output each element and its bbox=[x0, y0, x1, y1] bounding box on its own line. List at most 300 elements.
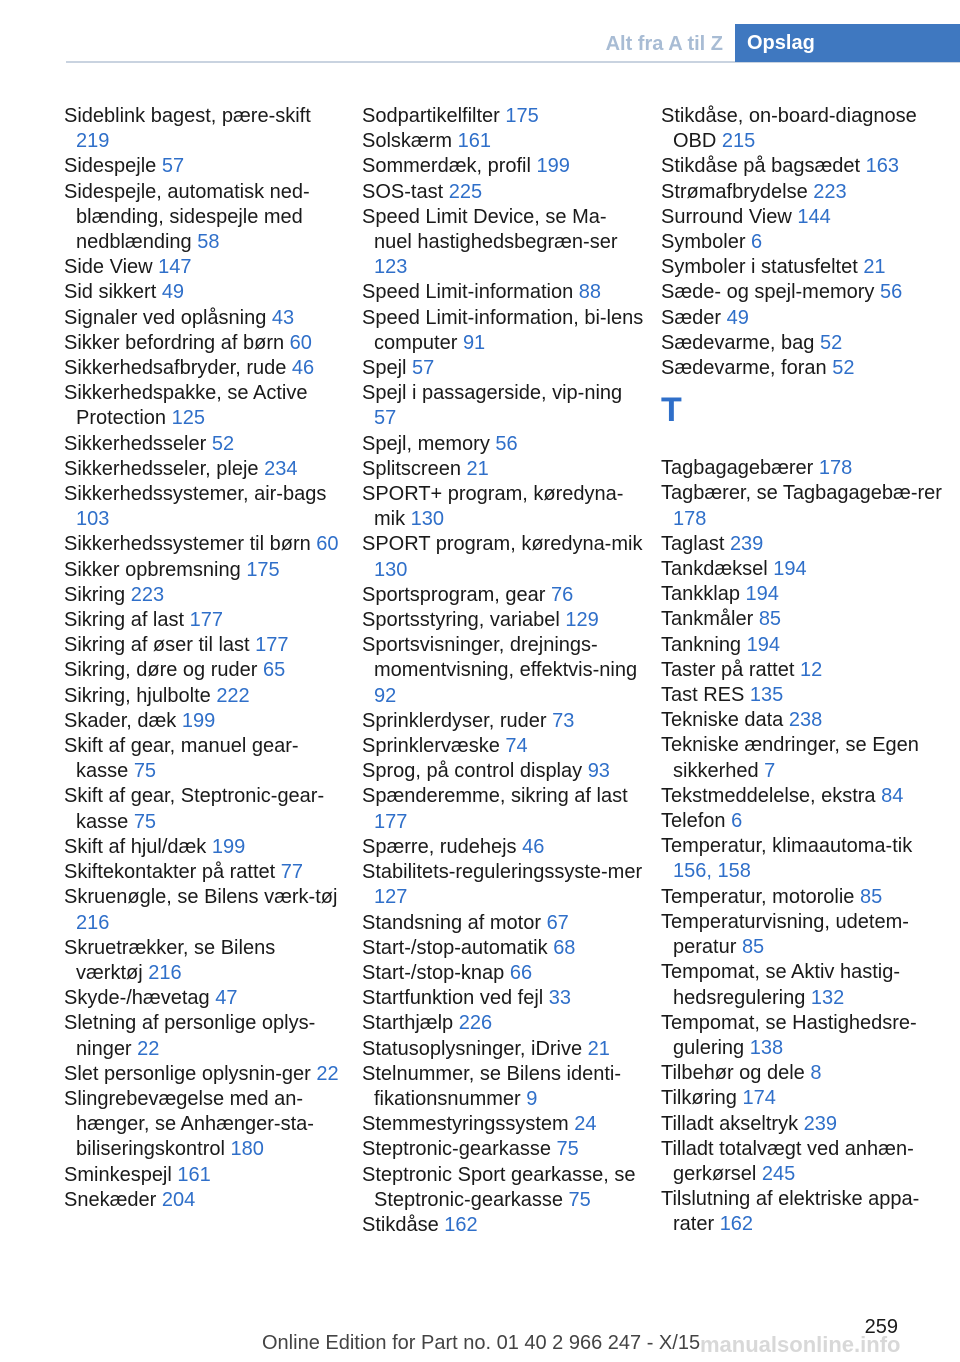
index-entry bbox=[64, 734, 346, 784]
index-entry-term: Tilladt totalvægt ved anhæn-gerkørsel bbox=[661, 1137, 914, 1185]
index-entry-term: Sprinklervæske bbox=[362, 735, 506, 758]
index-entry bbox=[64, 482, 346, 532]
index-entry bbox=[64, 986, 346, 1011]
index-entry bbox=[661, 1187, 943, 1237]
index-entry-term: Tilkøring bbox=[661, 1087, 743, 1110]
index-entry-term: Sletning af personlige oplys-ninger bbox=[64, 1012, 316, 1060]
index-entry-term: Skift af gear, Steptronic-gear-kasse bbox=[64, 785, 325, 833]
index-entry bbox=[362, 961, 644, 986]
index-entry-term: Tankmåler bbox=[661, 608, 759, 631]
index-entry-term: Sminkespejl bbox=[64, 1163, 178, 1186]
index-entry-term: Sikring af øser til last bbox=[64, 634, 256, 657]
index-entry-page-link[interactable]: 223 bbox=[130, 583, 165, 606]
index-entry-term: Temperatur, klimaautoma-tik bbox=[661, 835, 913, 858]
index-entry-term: Slingrebevægelse med an-hænger, se Anhænger-sta-biliseringskontrol bbox=[64, 1087, 314, 1161]
watermark: manualsonline.info bbox=[700, 1332, 901, 1357]
index-entry-page-link[interactable]: 21 bbox=[863, 256, 886, 279]
index-entry-term: Sæde- og spejl-memory bbox=[661, 281, 880, 304]
index-entry bbox=[64, 331, 346, 356]
index-entry-page-link[interactable]: 75 bbox=[133, 810, 157, 833]
index-entry-page-link[interactable]: 225 bbox=[448, 180, 483, 203]
index-entry-page-link[interactable]: 33 bbox=[548, 987, 572, 1010]
index-entry-term: Temperatur, motorolie bbox=[661, 885, 860, 908]
index-entry-page-link[interactable]: 130 bbox=[374, 558, 408, 581]
index-entry-page-link[interactable]: 216 bbox=[76, 911, 110, 934]
index-entry-page-link[interactable]: 21 bbox=[466, 457, 489, 480]
index-entry bbox=[64, 1188, 346, 1213]
index-entry bbox=[661, 306, 943, 331]
index-entry bbox=[661, 1011, 943, 1061]
index-entry bbox=[362, 759, 644, 784]
index-entry bbox=[362, 835, 644, 860]
index-entry bbox=[362, 432, 644, 457]
index-entry bbox=[64, 255, 346, 280]
index-entry-term: Starthjælp bbox=[362, 1012, 459, 1035]
index-entry-term: Sikkerhedspakke, se Active Protection bbox=[64, 382, 308, 430]
index-entry bbox=[64, 154, 346, 179]
index-entry-page-link[interactable]: 7 bbox=[764, 759, 776, 782]
index-entry-page-link[interactable]: 84 bbox=[881, 784, 904, 807]
index-entry bbox=[362, 306, 644, 356]
index-entry bbox=[64, 104, 346, 154]
index-entry bbox=[64, 180, 346, 256]
index-entry-term: Sædevarme, bag bbox=[661, 331, 820, 354]
index-entry-page-link[interactable]: 49 bbox=[726, 306, 749, 329]
index-entry-term: Skift af gear, manuel gear-kasse bbox=[64, 735, 299, 783]
index-entry bbox=[661, 834, 943, 884]
index-entry-term: Snekæder bbox=[64, 1188, 162, 1211]
index-entry bbox=[362, 457, 644, 482]
index-entry-term: Telefon bbox=[661, 810, 732, 833]
index-entry-term: Steptronic-gearkasse bbox=[362, 1138, 557, 1161]
index-column-1 bbox=[64, 104, 346, 1213]
index-entry-term: Stikdåse bbox=[362, 1213, 445, 1236]
index-entry-term: Speed Limit-information bbox=[362, 281, 579, 304]
index-entry-term: Sikring bbox=[64, 583, 131, 606]
index-entry-page-link[interactable]: 180 bbox=[230, 1138, 264, 1161]
index-entry-page-link[interactable]: 162 bbox=[719, 1213, 754, 1236]
index-entry-term: Tempomat, se Hastighedsre-gulering bbox=[661, 1011, 917, 1059]
index-entry-term: Start-/stop-knap bbox=[362, 961, 510, 984]
index-entry-term: Slet personlige oplysnin-ger bbox=[64, 1062, 317, 1085]
index-entry-page-link[interactable]: 58 bbox=[197, 231, 220, 254]
index-entry-page-link[interactable]: 75 bbox=[556, 1138, 579, 1161]
index-entry-page-link[interactable]: 76 bbox=[550, 583, 574, 606]
index-entry-page-link[interactable]: 9 bbox=[526, 1087, 538, 1110]
index-entry bbox=[362, 1137, 644, 1162]
index-entry-page-link[interactable]: 215 bbox=[721, 130, 756, 153]
index-entry-page-link[interactable]: 67 bbox=[546, 911, 569, 934]
index-entry-term: SPORT+ program, køredyna-mik bbox=[362, 483, 624, 531]
index-entry-page-link[interactable]: 245 bbox=[761, 1162, 796, 1185]
index-entry-term: Speed Limit-information, bi-lens computer bbox=[362, 306, 644, 354]
index-entry bbox=[661, 633, 943, 658]
index-entry-term: Sikkerhedsafbryder, rude bbox=[64, 357, 292, 380]
index-entry-page-link[interactable]: 194 bbox=[746, 633, 780, 656]
header-section-title: Alt fra A til Z bbox=[605, 33, 723, 55]
index-entry bbox=[661, 280, 943, 305]
index-entry-page-link[interactable]: 85 bbox=[758, 608, 782, 631]
index-entry-page-link[interactable]: 204 bbox=[161, 1188, 196, 1211]
index-entry-term: Symboler i statusfeltet bbox=[661, 256, 864, 279]
index-entry bbox=[362, 1011, 644, 1036]
index-entry bbox=[64, 608, 346, 633]
index-entry bbox=[661, 784, 943, 809]
index-entry-term: Sommerdæk, profil bbox=[362, 155, 537, 178]
index-entry-term: Splitscreen bbox=[362, 457, 467, 480]
index-entry-page-link[interactable]: 175 bbox=[505, 105, 539, 127]
index-entry-page-link[interactable]: 132 bbox=[810, 986, 845, 1009]
index-entry-term: Surround View bbox=[661, 205, 798, 228]
index-entry-term: Statusoplysninger, iDrive bbox=[362, 1037, 588, 1060]
index-entry-page-link[interactable]: 88 bbox=[578, 281, 602, 304]
index-entry-page-link[interactable]: 219 bbox=[76, 130, 110, 153]
index-entry-term: Start-/stop-automatik bbox=[362, 936, 554, 959]
index-entry bbox=[661, 104, 943, 154]
index-entry bbox=[64, 835, 346, 860]
index-entry bbox=[64, 860, 346, 885]
index-entry bbox=[661, 809, 943, 834]
index-entry bbox=[661, 331, 943, 356]
index-entry-page-link[interactable]: 49 bbox=[161, 281, 185, 304]
index-entry-page-link[interactable]: 60 bbox=[316, 533, 339, 556]
index-entry bbox=[362, 205, 644, 281]
index-entry-page-link[interactable]: 66 bbox=[509, 961, 533, 984]
index-entry-page-link[interactable]: 73 bbox=[552, 709, 575, 732]
index-entry-page-link[interactable]: 46 bbox=[522, 835, 545, 858]
index-entry-page-link[interactable]: 239 bbox=[729, 532, 764, 555]
index-entry-term: Skruetrækker, se Bilens værktøj bbox=[64, 936, 276, 984]
index-entry-term: Tankning bbox=[661, 633, 747, 656]
index-entry-page-link[interactable]: 12 bbox=[799, 658, 823, 681]
index-entry bbox=[64, 457, 346, 482]
index-entry-page-link[interactable]: 239 bbox=[803, 1112, 838, 1135]
index-entry bbox=[362, 1163, 644, 1213]
index-entry-term: Sikring, døre og ruder bbox=[64, 659, 263, 682]
index-entry bbox=[661, 1086, 943, 1111]
index-entry-page-link[interactable]: 65 bbox=[262, 659, 286, 682]
index-entry-page-link[interactable]: 123 bbox=[374, 256, 408, 279]
index-entry bbox=[362, 936, 644, 961]
index-entry bbox=[64, 1087, 346, 1163]
index-entry-term: Skyde-/hævetag bbox=[64, 987, 216, 1010]
index-entry-term: Spejl bbox=[362, 357, 413, 380]
index-entry-term: Signaler ved oplåsning bbox=[64, 306, 272, 329]
index-entry-term: Speed Limit Device, se Ma-nuel hastighedsbegræn-ser bbox=[362, 205, 618, 254]
index-entry-term: Sikring, hjulbolte bbox=[64, 684, 217, 707]
index-entry-page-link[interactable]: 57 bbox=[374, 407, 397, 430]
index-entry bbox=[661, 154, 943, 179]
index-entry-page-link[interactable]: 223 bbox=[813, 180, 847, 203]
index-entry-term: Tagbagagebærer bbox=[661, 457, 819, 480]
index-entry-term: Stemmestyringssystem bbox=[362, 1113, 575, 1136]
index-entry bbox=[661, 708, 943, 733]
index-entry-page-link[interactable]: 177 bbox=[189, 609, 223, 632]
index-entry bbox=[661, 356, 943, 381]
index-entry-page-link[interactable]: 43 bbox=[271, 306, 295, 329]
index-entry-term: Spænderemme, sikring af last bbox=[362, 785, 628, 808]
index-entry bbox=[661, 910, 943, 960]
index-entry-page-link[interactable]: 6 bbox=[731, 810, 743, 833]
index-column-3 bbox=[661, 104, 943, 1238]
index-entry-term: Sidespejle bbox=[64, 155, 162, 178]
index-entry bbox=[64, 432, 346, 457]
index-entry-term: Sædevarme, foran bbox=[661, 357, 833, 380]
index-entry bbox=[362, 482, 644, 532]
index-entry bbox=[362, 381, 644, 431]
index-entry-page-link[interactable]: 46 bbox=[291, 357, 315, 380]
index-entry-term: Side View bbox=[64, 256, 159, 279]
index-entry-page-link[interactable]: 144 bbox=[797, 205, 831, 228]
index-entry bbox=[661, 1137, 943, 1187]
index-entry-term: Skader, dæk bbox=[64, 709, 182, 732]
index-entry-page-link[interactable]: 129 bbox=[565, 609, 599, 632]
index-entry-term: Stikdåse på bagsædet bbox=[661, 155, 866, 178]
index-entry bbox=[362, 104, 644, 129]
index-entry bbox=[64, 381, 346, 431]
index-entry bbox=[661, 456, 943, 481]
index-entry bbox=[362, 860, 644, 910]
index-entry bbox=[661, 180, 943, 205]
index-entry-page-link[interactable]: 177 bbox=[374, 810, 408, 833]
edition-footer: Online Edition for Part no. 01 40 2 966 247 - X/15 bbox=[262, 1332, 701, 1354]
index-entry-term: Taster på rattet bbox=[661, 658, 800, 681]
index-entry bbox=[362, 608, 644, 633]
index-entry-page-link[interactable]: 22 bbox=[316, 1062, 339, 1085]
index-entry-page-link[interactable]: 74 bbox=[505, 735, 528, 758]
header-tab-opslag[interactable]: Opslag bbox=[735, 24, 960, 62]
index-entry-page-link[interactable]: 56 bbox=[495, 432, 518, 455]
index-entry bbox=[64, 658, 346, 683]
index-entry-page-link[interactable]: 156, 158 bbox=[673, 860, 751, 883]
index-entry-term: Sikker opbremsning bbox=[64, 558, 247, 581]
index-entry-page-link[interactable]: 216 bbox=[148, 961, 182, 984]
index-entry-page-link[interactable]: 199 bbox=[536, 155, 570, 178]
index-entry bbox=[661, 532, 943, 557]
index-entry-page-link[interactable]: 162 bbox=[444, 1213, 478, 1236]
index-entry-page-link[interactable]: 85 bbox=[741, 936, 765, 959]
index-entry-term: Sid sikkert bbox=[64, 281, 162, 304]
index-entry-page-link[interactable]: 52 bbox=[832, 357, 855, 380]
index-entry-page-link[interactable]: 238 bbox=[788, 709, 823, 732]
index-column-2 bbox=[362, 104, 644, 1238]
index-entry bbox=[661, 481, 943, 531]
index-entry bbox=[362, 532, 644, 582]
index-entry bbox=[64, 1011, 346, 1061]
index-entry bbox=[362, 180, 644, 205]
index-entry-page-link[interactable]: 234 bbox=[264, 457, 298, 480]
index-entry-term: Tekniske ændringer, se Egen sikkerhed bbox=[661, 734, 919, 782]
index-entry bbox=[64, 583, 346, 608]
index-entry bbox=[64, 885, 346, 935]
index-entry-page-link[interactable]: 77 bbox=[280, 861, 304, 884]
index-entry-page-link[interactable]: 21 bbox=[587, 1037, 610, 1060]
index-entry-term: Sikring af last bbox=[64, 609, 190, 632]
index-entry-page-link[interactable]: 57 bbox=[412, 357, 435, 380]
index-entry bbox=[362, 1213, 644, 1238]
index-entry-term: Sikkerhedssystemer til børn bbox=[64, 533, 317, 556]
index-entry bbox=[362, 1112, 644, 1137]
index-entry bbox=[362, 280, 644, 305]
index-entry bbox=[661, 230, 943, 255]
index-entry-page-link[interactable]: 68 bbox=[553, 936, 576, 959]
index-entry bbox=[661, 1061, 943, 1086]
index-entry-page-link[interactable]: 8 bbox=[810, 1062, 822, 1085]
index-entry-page-link[interactable]: 127 bbox=[374, 886, 408, 909]
index-entry-term: Tekniske data bbox=[661, 709, 789, 732]
index-entry bbox=[661, 255, 943, 280]
index-entry-page-link[interactable]: 24 bbox=[574, 1113, 597, 1136]
index-entry bbox=[661, 683, 943, 708]
index-entry-term: Stelnummer, se Bilens identi-fikationsnummer bbox=[362, 1062, 622, 1110]
index-entry-term: Temperaturvisning, udetem-peratur bbox=[661, 910, 909, 959]
index-entry-page-link[interactable]: 226 bbox=[458, 1012, 493, 1035]
index-entry bbox=[661, 205, 943, 230]
index-entry-term: Tilbehør og dele bbox=[661, 1062, 811, 1085]
index-entry bbox=[64, 936, 346, 986]
index-entry bbox=[64, 558, 346, 583]
index-entry-page-link[interactable]: 22 bbox=[137, 1037, 160, 1060]
index-entry-term: Tagbærer, se Tagbagagebæ-rer bbox=[661, 482, 942, 505]
page-number: 259 bbox=[864, 1316, 898, 1338]
index-entry bbox=[661, 885, 943, 910]
index-entry-term: Sprog, på control display bbox=[362, 760, 588, 783]
index-entry-term: Strømafbrydelse bbox=[661, 180, 814, 203]
index-entry-page-link[interactable]: 75 bbox=[568, 1188, 591, 1211]
index-entry-page-link[interactable]: 163 bbox=[865, 155, 899, 178]
index-entry-term: Stabilitets-reguleringssyste-mer bbox=[362, 861, 643, 884]
index-entry-term: Spejl i passagerside, vip-ning bbox=[362, 382, 623, 405]
index-entry-page-link[interactable]: 177 bbox=[255, 634, 289, 657]
index-entry bbox=[362, 583, 644, 608]
index-entry-term: Sportsprogram, gear bbox=[362, 583, 551, 606]
index-entry-term: Solskærm bbox=[362, 130, 458, 153]
index-entry-term: Startfunktion ved fejl bbox=[362, 987, 549, 1010]
index-entry bbox=[362, 633, 644, 709]
index-entry bbox=[362, 709, 644, 734]
index-entry-term: Steptronic Sport gearkasse, se Steptronic-gearkasse bbox=[362, 1163, 636, 1211]
index-entry-page-link[interactable]: 178 bbox=[818, 457, 853, 480]
index-entry bbox=[362, 986, 644, 1011]
index-entry-term: Skift af hjul/dæk bbox=[64, 835, 212, 858]
index-entry bbox=[661, 607, 943, 632]
index-entry-page-link[interactable]: 178 bbox=[673, 507, 707, 530]
index-entry-page-link[interactable]: 57 bbox=[161, 155, 185, 178]
index-entry-page-link[interactable]: 52 bbox=[211, 432, 235, 455]
index-entry-page-link[interactable]: 175 bbox=[246, 558, 280, 581]
index-entry-page-link[interactable]: 92 bbox=[374, 684, 397, 707]
index-entry-term: SPORT program, køredyna-mik bbox=[362, 533, 643, 556]
index-entry-term: Skruenøgle, se Bilens værk-tøj bbox=[64, 886, 338, 909]
index-entry-page-link[interactable]: 147 bbox=[158, 256, 192, 279]
index-entry-page-link[interactable]: 161 bbox=[457, 130, 491, 153]
index-entry-term: Stikdåse, on-board-diagnose OBD bbox=[661, 105, 917, 153]
index-entry-page-link[interactable]: 93 bbox=[587, 760, 610, 783]
index-entry-page-link[interactable]: 199 bbox=[211, 835, 246, 858]
index-entry-term: Sidespejle, automatisk ned-blænding, sidespejle med nedblænding bbox=[64, 180, 310, 254]
index-entry-term: Sprinklerdyser, ruder bbox=[362, 709, 553, 732]
index-entry bbox=[64, 684, 346, 709]
index-entry-term: Sikkerhedsseler bbox=[64, 432, 212, 455]
index-entry-page-link[interactable]: 194 bbox=[773, 558, 807, 581]
index-entry-page-link[interactable]: 56 bbox=[879, 281, 903, 304]
index-entry-term: Tilladt akseltryk bbox=[661, 1112, 804, 1135]
index-entry bbox=[362, 784, 644, 834]
index-entry-term: Sodpartikelfilter bbox=[362, 105, 506, 127]
index-entry-term: Tast RES bbox=[661, 684, 750, 707]
index-entry bbox=[661, 1112, 943, 1137]
index-entry-page-link[interactable]: 47 bbox=[215, 987, 238, 1010]
index-entry-page-link[interactable]: 60 bbox=[289, 331, 312, 354]
index-entry bbox=[362, 154, 644, 179]
index-entry-page-link[interactable]: 91 bbox=[462, 331, 486, 354]
index-entry bbox=[362, 1062, 644, 1112]
index-entry bbox=[362, 911, 644, 936]
index-entry-page-link[interactable]: 103 bbox=[76, 508, 110, 531]
index-entry bbox=[661, 557, 943, 582]
index-entry-term: Tekstmeddelelse, ekstra bbox=[661, 784, 882, 807]
index-entry bbox=[64, 633, 346, 658]
index-entry bbox=[362, 734, 644, 759]
index-entry-term: Sportsvisninger, drejnings-momentvisning, effektvis-ning bbox=[362, 634, 638, 682]
index-entry-term: Sideblink bagest, pære-skift bbox=[64, 105, 311, 127]
index-entry-page-link[interactable]: 130 bbox=[410, 508, 445, 531]
index-entry-page-link[interactable]: 199 bbox=[181, 709, 216, 732]
index-entry-page-link[interactable]: 194 bbox=[745, 583, 779, 606]
index-entry-page-link[interactable]: 138 bbox=[749, 1036, 784, 1059]
index-entry-page-link[interactable]: 161 bbox=[177, 1163, 211, 1186]
index-entry bbox=[661, 960, 943, 1010]
index-entry-term: Skiftekontakter på rattet bbox=[64, 861, 281, 884]
index-entry bbox=[64, 784, 346, 834]
index-letter-heading: T bbox=[661, 391, 682, 430]
index-entry bbox=[661, 658, 943, 683]
index-entry-page-link[interactable]: 125 bbox=[171, 407, 205, 430]
index-entry bbox=[64, 280, 346, 305]
index-entry bbox=[64, 356, 346, 381]
index-entry bbox=[64, 532, 346, 557]
index-entry bbox=[64, 709, 346, 734]
index-entry-term: Sportsstyring, variabel bbox=[362, 609, 566, 632]
index-entry bbox=[362, 1037, 644, 1062]
index-entry-term: Sikkerhedsseler, pleje bbox=[64, 457, 265, 480]
index-entry-term: Symboler bbox=[661, 231, 752, 254]
index-entry-term: Spejl, memory bbox=[362, 432, 496, 455]
index-entry-page-link[interactable]: 75 bbox=[133, 760, 157, 783]
index-entry bbox=[661, 582, 943, 607]
index-entry-term: Sikkerhedssystemer, air-bags bbox=[64, 483, 327, 506]
index-entry-term: Sikker befordring af børn bbox=[64, 331, 290, 354]
index-entry-page-link[interactable]: 222 bbox=[216, 684, 250, 707]
index-entry bbox=[64, 306, 346, 331]
index-entry-term: Tempomat, se Aktiv hastig-hedsregulering bbox=[661, 961, 900, 1009]
index-entry-page-link[interactable]: 135 bbox=[749, 684, 784, 707]
index-entry-term: Sæder bbox=[661, 306, 727, 329]
index-entry bbox=[64, 1062, 346, 1087]
index-entry bbox=[362, 129, 644, 154]
index-entry-term: SOS-tast bbox=[362, 180, 449, 203]
index-entry-term: Tilslutning af elektriske appa-rater bbox=[661, 1188, 920, 1236]
index-entry-page-link[interactable]: 6 bbox=[751, 231, 763, 254]
index-entry-page-link[interactable]: 52 bbox=[819, 331, 843, 354]
index-entry-term: Standsning af motor bbox=[362, 911, 547, 934]
index-entry-page-link[interactable]: 85 bbox=[859, 885, 883, 908]
index-entry-term: Tankdæksel bbox=[661, 558, 774, 581]
index-entry-page-link[interactable]: 174 bbox=[742, 1087, 776, 1110]
index-entry-term: Tankklap bbox=[661, 583, 746, 606]
index-entry bbox=[661, 733, 943, 783]
index-entry bbox=[64, 1163, 346, 1188]
